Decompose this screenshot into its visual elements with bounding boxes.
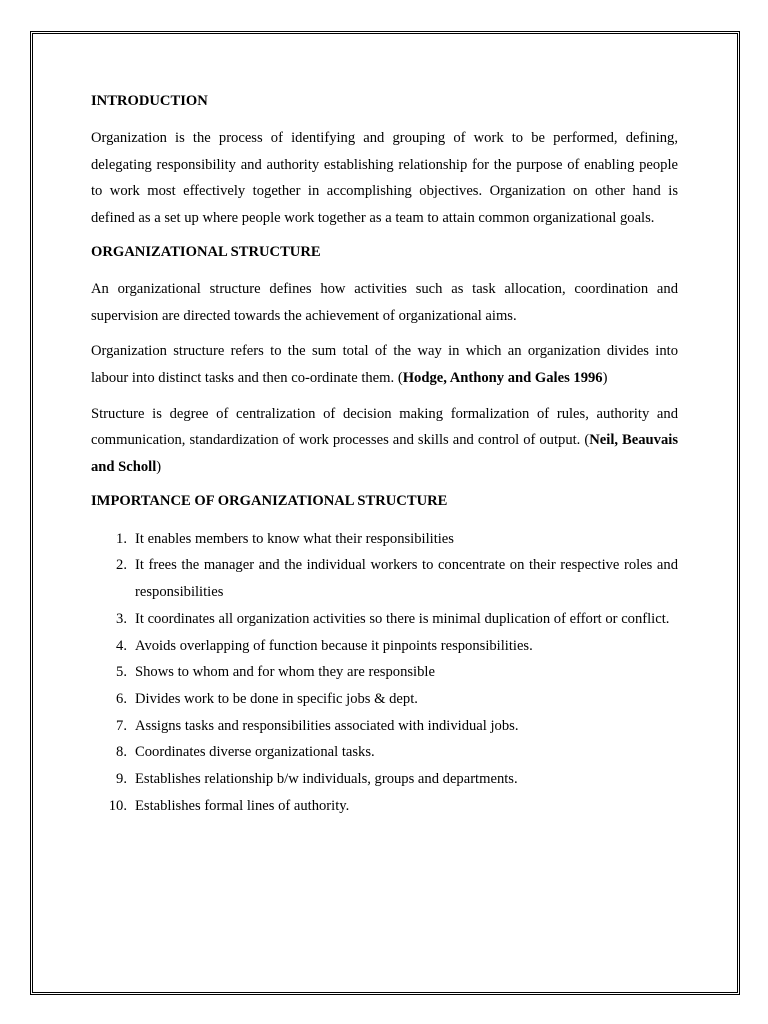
intro-heading: INTRODUCTION [91,93,208,109]
structure-paragraph-3-text: Structure is degree of centralization of decision making formalization of rules, authority and communication, standardization of work processes and skills and control of output. [91,405,678,449]
document-body [91,90,678,819]
intro-paragraph: Organization is the process of identifying and grouping of work to be performed, defining, delegating responsibility and authority establishing relationship for the purpose of enabling people to work most effectively together in accomplishing objectives. Organization on other hand is defined as a set up where people work together as a team to attain common organizational goals. [91,130,678,227]
list-item: 9. Establishes relationship b/w individuals, groups and departments. [116,771,518,788]
citation-hodge: (Hodge, Anthony and Gales 1996) [397,369,608,386]
list-item: 7. Assigns tasks and responsibilities associated with individual jobs. [116,717,519,734]
importance-list [91,526,678,820]
list-item: 10. Establishes formal lines of authority. [108,797,350,814]
importance-heading: IMPORTANCE OF ORGANIZATIONAL STRUCTURE [91,492,448,509]
list-item: 2. It frees the manager and the individual workers to concentrate on their respective roles and responsibilities [116,557,678,601]
structure-paragraph-1: An organizational structure defines how activities such as task allocation, coordination and supervision are directed towards the achievement of organizational aims. [91,280,678,324]
structure-heading: ORGANIZATIONAL STRUCTURE [91,243,321,260]
list-item: 5. Shows to whom and for whom they are responsible [116,664,435,681]
list-item: 3. It coordinates all organization activities so there is minimal duplication of effort or conflict. [116,610,670,627]
structure-paragraph-2 [91,338,678,391]
citation-neil: (Neil, Beauvais and Scholl) [91,432,679,476]
list-item: 1. It enables members to know what their responsibilities [116,530,454,547]
list-item: 6. Divides work to be done in specific jobs & dept. [116,690,418,707]
structure-paragraph-2-text: Organization structure refers to the sum total of the way in which an organization divides into labour into distinct tasks and then co-ordinate them. [91,343,678,386]
structure-paragraph-3 [91,401,678,481]
list-item: 8. Coordinates diverse organizational tasks. [116,744,375,761]
list-item: 4. Avoids overlapping of function because it pinpoints responsibilities. [116,637,533,654]
